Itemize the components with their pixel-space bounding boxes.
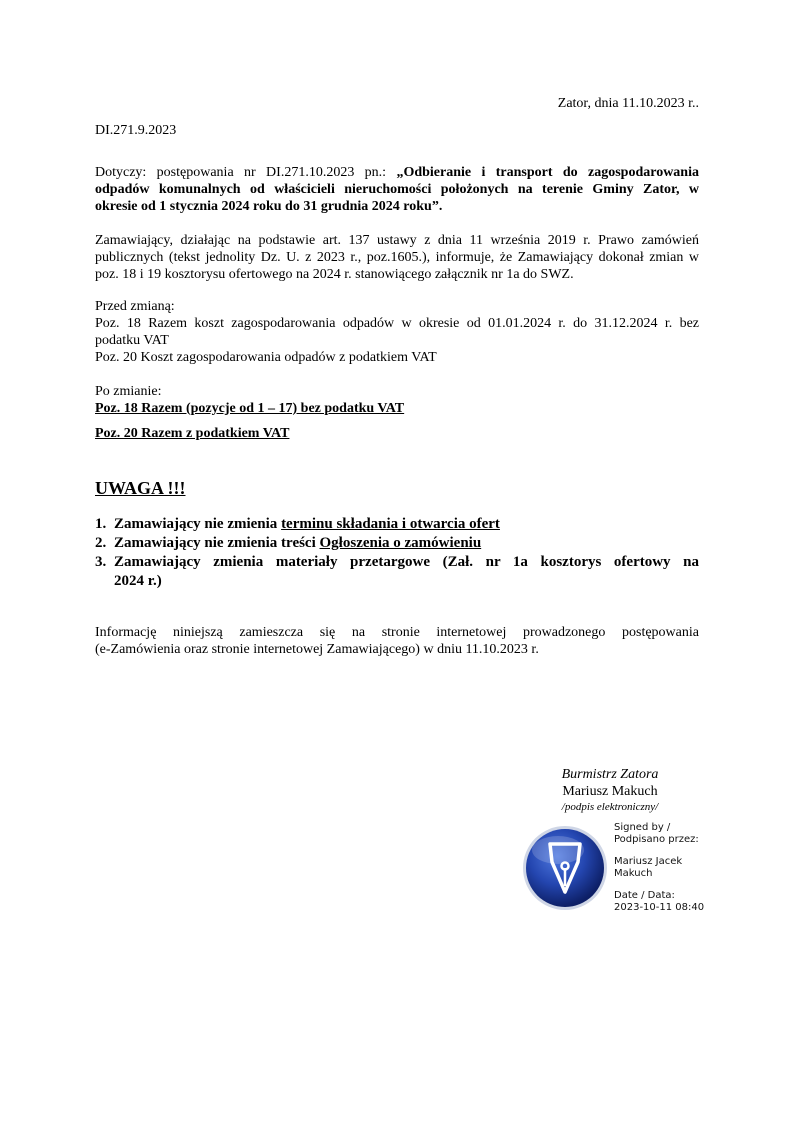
subject-line-2: odpadów komunalnych od właścicieli nieruchomości położonych na terenie Gminy Zator, w xyxy=(95,182,699,197)
after-change-section xyxy=(95,383,699,417)
before-change-line-1: Poz. 18 Razem koszt zagospodarowania odpadów w okresie od 01.01.2024 r. do 31.12.2024 r. bez xyxy=(95,316,699,331)
signer-title: Burmistrz Zatora xyxy=(561,767,659,782)
before-change-heading: Przed zmianą: xyxy=(95,299,175,314)
after-change-item-2: Poz. 20 Razem z podatkiem VAT xyxy=(95,426,290,441)
notice-list xyxy=(95,515,699,591)
notice-item-1: 1. Zamawiający nie zmienia terminu składania i otwarcia ofert xyxy=(95,516,500,532)
stamp-signed-by-pl: Podpisano przez: xyxy=(614,833,699,845)
intro-paragraph xyxy=(95,232,699,283)
signature-block xyxy=(520,766,700,814)
before-change-section xyxy=(95,298,699,366)
notice-item-2: 2. Zamawiający nie zmienia treści Ogłoszenia o zamówieniu xyxy=(95,535,482,551)
intro-line-1: Zamawiający, działając na podstawie art. 137 ustawy z dnia 11 września 2019 r. Prawo zamówień xyxy=(95,233,699,248)
subject-paragraph xyxy=(95,164,699,215)
notice-heading: UWAGA !!! xyxy=(95,478,186,498)
stamp-signer-name-1: Mariusz Jacek xyxy=(614,856,683,867)
stamp-signer-name-2: Makuch xyxy=(614,867,653,879)
signature-note: /podpis elektroniczny/ xyxy=(561,801,659,813)
pen-nib-seal-icon xyxy=(520,822,610,912)
intro-line-3: poz. 18 i 19 kosztorysu ofertowego na 2024 r. stanowiącego załącznik nr 1a do SWZ. xyxy=(95,267,574,282)
subject-line-1: Dotyczy: postępowania nr DI.271.10.2023 pn.: „Odbieranie i transport do zagospodarowania xyxy=(95,165,699,180)
stamp-date-value: 2023-10-11 08:40 xyxy=(614,901,705,913)
stamp-date-label: Date / Data: xyxy=(614,890,675,901)
place-date: Zator, dnia 11.10.2023 r.. xyxy=(557,96,699,111)
stamp-signed-by: Signed by / xyxy=(614,822,671,833)
subject-line-3: okresie od 1 stycznia 2024 roku do 31 grudnia 2024 roku”. xyxy=(95,199,443,214)
before-change-line-3: Poz. 20 Koszt zagospodarowania odpadów z podatkiem VAT xyxy=(95,350,437,365)
notice-item-3: 3. Zamawiający zmienia materiały przetargowe (Zał. nr 1a kosztorys ofertowy na 2024 r.) xyxy=(95,554,699,589)
publication-line-1: Informację niniejszą zamieszcza się na stronie internetowej prowadzonego postępowania xyxy=(95,625,699,640)
intro-line-2: publicznych (tekst jednolity Dz. U. z 2023 r., poz.1605.), informuje, że Zamawiający dokonał zmian w xyxy=(95,250,699,265)
reference-number: DI.271.9.2023 xyxy=(95,123,177,138)
signature-stamp-text xyxy=(614,822,724,913)
signer-name: Mariusz Makuch xyxy=(562,784,658,799)
after-change-heading: Po zmianie: xyxy=(95,384,162,399)
before-change-line-2: podatku VAT xyxy=(95,333,169,348)
publication-paragraph xyxy=(95,624,699,658)
publication-line-2: (e-Zamówienia oraz stronie internetowej Zamawiającego) w dniu 11.10.2023 r. xyxy=(95,642,539,657)
after-change-item-1: Poz. 18 Razem (pozycje od 1 – 17) bez podatku VAT xyxy=(95,401,405,416)
